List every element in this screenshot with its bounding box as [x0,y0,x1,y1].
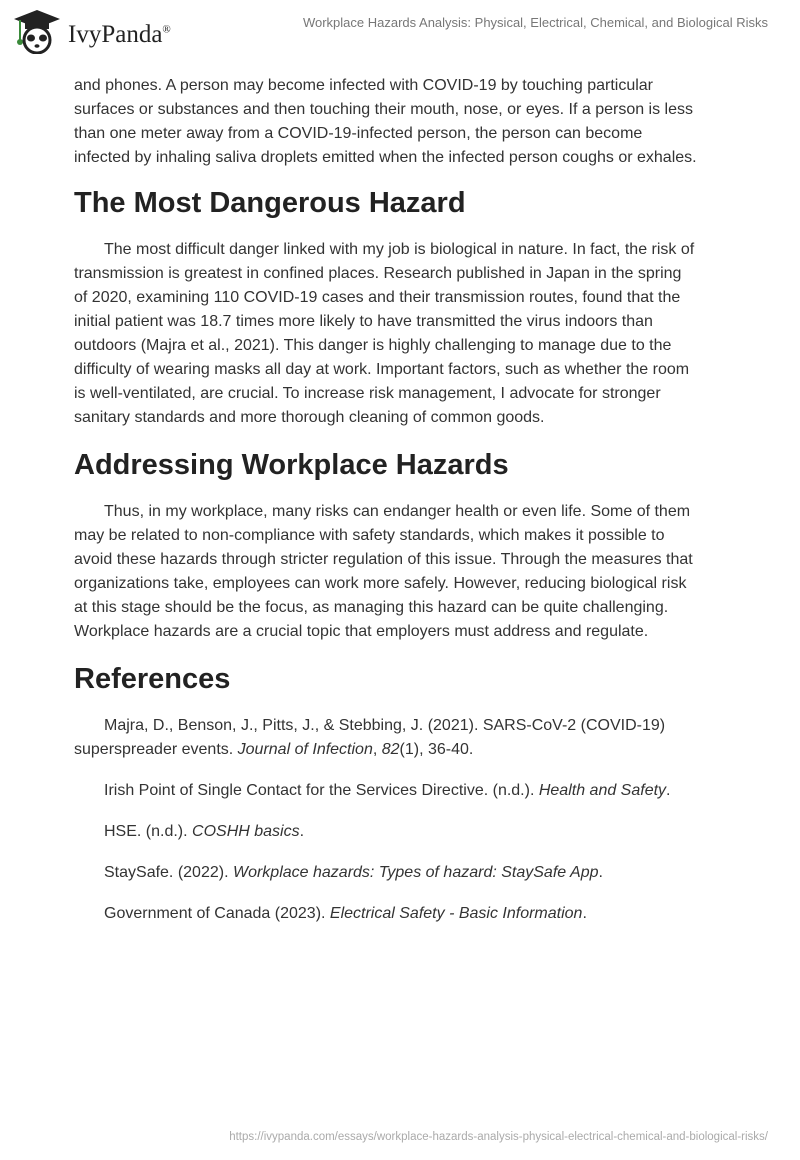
intro-paragraph [74,74,734,170]
most-dangerous-hazard-paragraph [74,238,734,430]
text-line: surfaces or substances and then touching their mouth, nose, or eyes. If a person is less [74,101,694,118]
reference-title: COSHH basics [192,823,300,840]
reference-text: HSE. (n.d.). [104,823,193,840]
reference-item [74,714,734,762]
reference-item [74,902,734,926]
reference-text: Irish Point of Single Contact for the Services Directive. (n.d.). [104,782,539,799]
addressing-hazards-paragraph [74,500,734,644]
reference-title: Workplace hazards: Types of hazard: StaySafe App [232,864,599,881]
text-line: than one meter away from a COVID-19-infected person, the person can become [74,125,643,142]
reference-text: StaySafe. (2022). [104,864,233,881]
section-heading: Addressing Workplace Hazards [74,449,509,481]
reference-item [74,820,734,844]
text-line: is well-ventilated, are crucial. To increase risk management, I advocate for stronger [74,385,661,402]
reference-text: . [582,905,587,922]
text-line: sanitary standards and more thorough cleaning of common goods. [74,409,545,426]
reference-text: Majra, D., Benson, J., Pitts, J., & Stebbing, J. (2021). SARS-CoV-2 (COVID-19) [104,717,666,734]
reference-continuation [74,741,473,758]
reference-text: . [299,823,305,840]
reference-text: superspreader events. [74,741,238,758]
reference-item [74,779,734,803]
references-heading: References [74,663,231,695]
text-line: difficulty of wearing masks all day at work. Important factors, such as whether the room [74,361,690,378]
text-line: at this stage should be the focus, as managing this hazard can be quite challenging. [74,599,669,616]
references-list [74,714,734,926]
section-heading: The Most Dangerous Hazard [74,187,466,219]
ivypanda-logo[interactable] [12,8,171,54]
text-line: of 2020, examining 110 COVID-19 cases and their transmission routes, found that the [74,289,681,306]
reference-text: , [372,741,382,758]
essay-content [74,74,734,943]
reference-item [74,861,734,885]
reference-text: . [598,864,603,881]
document-title: Workplace Hazards Analysis: Physical, Electrical, Chemical, and Biological Risks [302,15,768,30]
footer-url-link[interactable]: https://ivypanda.com/essays/workplace-hazards-analysis-physical-electrical-chemical-and-biological-risks/ [229,1131,768,1143]
text-line: transmission is greatest in confined places. Research published in Japan in the spring [74,265,682,282]
reference-text: (1), 36-40. [399,741,474,758]
text-line: Thus, in my workplace, many risks can endanger health or even life. Some of them [104,503,691,520]
reference-title: Electrical Safety - Basic Information [329,905,583,922]
reference-text: Government of Canada (2023). [104,905,330,922]
logo-text: IvyPanda® [68,21,171,48]
text-line: initial patient was 18.7 times more likely to have transmitted the virus indoors than [74,313,653,330]
text-line: may be related to non-compliance with safety standards, which makes it possible to [74,527,665,544]
text-line: outdoors (Majra et al., 2021). This danger is highly challenging to manage due to the [74,337,672,354]
panda-graduate-icon [12,8,62,54]
text-line: organizations take, employees can work more safely. However, reducing biological risk [74,575,687,592]
reference-text: . [666,782,671,799]
text-line: The most difficult danger linked with my job is biological in nature. In fact, the risk of [104,241,695,258]
text-line: infected by inhaling saliva droplets emitted when the infected person coughs or exhales. [74,149,697,166]
text-line: avoid these hazards through stricter regulation of this issue. Through the measures that [74,551,693,568]
text-line: and phones. A person may become infected with COVID-19 by touching particular [74,77,653,94]
journal-volume: 82 [381,741,400,758]
reference-title: Health and Safety [538,782,667,799]
journal-title: Journal of Infection [237,741,373,758]
text-line: Workplace hazards are a crucial topic that employers must address and regulate. [74,623,649,640]
